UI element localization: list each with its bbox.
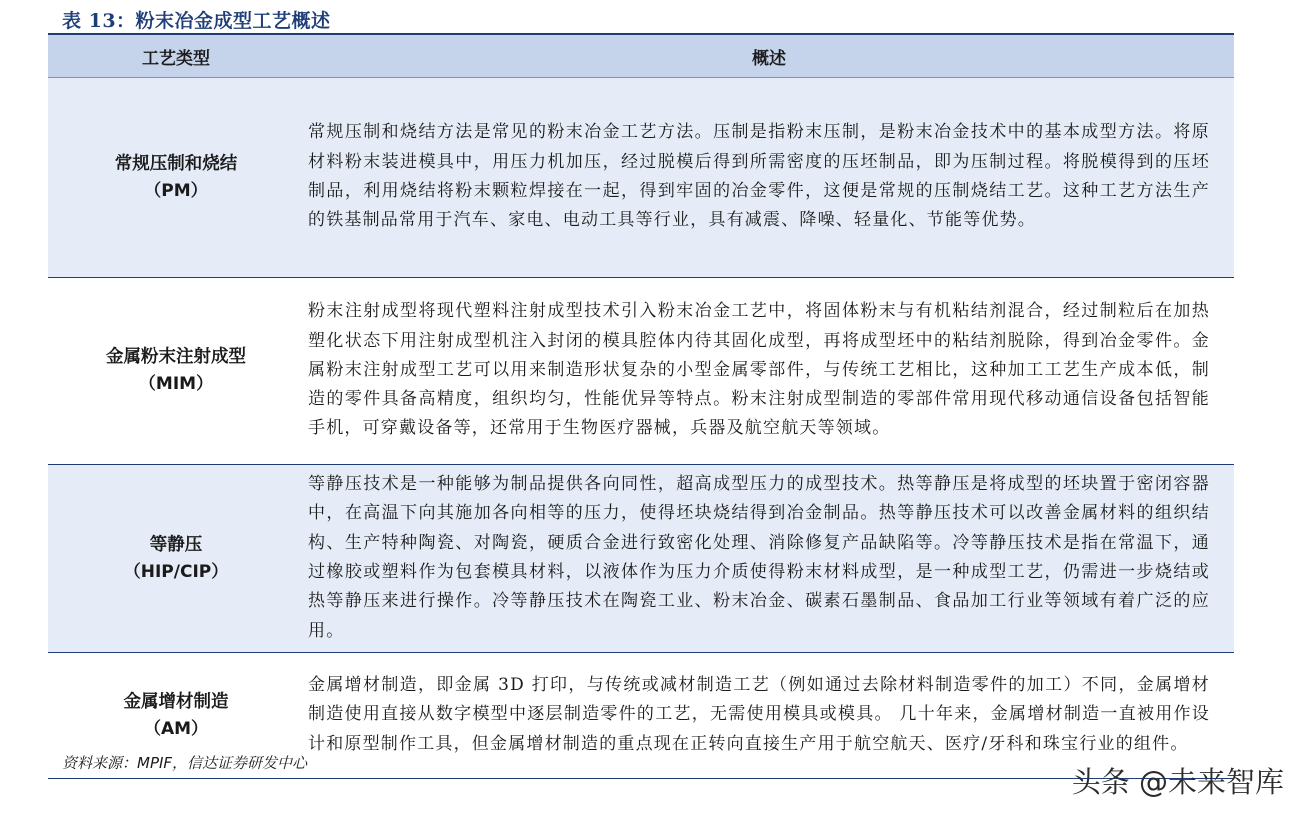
process-table — [48, 33, 1234, 779]
process-abbr: （MIM） — [138, 374, 214, 394]
header-row — [48, 34, 1234, 78]
header-overview: 概述 — [304, 34, 1234, 78]
process-type-cell — [48, 465, 304, 653]
table-header — [48, 34, 1234, 78]
process-name: 等静压 — [149, 534, 203, 555]
source-note: 资料来源：MPIF，信达证券研发中心 — [62, 754, 308, 772]
table-body — [48, 78, 1234, 779]
process-abbr: （HIP/CIP） — [123, 561, 229, 582]
watermark: 头条 @未来智库 — [1071, 765, 1284, 799]
table-row — [48, 78, 1234, 278]
process-table-container — [48, 33, 1234, 779]
process-description: 等静压技术是一种能够为制品提供各向同性，超高成型压力的成型技术。热等静压是将成型的坯块置于密闭容器中，在高温下向其施加各向相等的压力，使得坯块烧结得到冶金制品。热等静压技术可以改善金属材料的组织结构、生产特种陶瓷、对陶瓷，硬质合金进行致密化处理、消除修复产品缺陷等。冷等静压技术是指在常温下，通过橡胶或塑料作为包套模具材料，以液体作为压力介质使得粉末材料成型，是一种成型工艺，仍需进一步烧结或热等静压来进行操作。冷等静压技术在陶瓷工业、粉末冶金、碳素石墨制品、食品加工行业等领域有着广泛的应用。 — [304, 465, 1234, 653]
process-type-cell — [48, 278, 304, 465]
table-row — [48, 278, 1234, 465]
process-description: 粉末注射成型将现代塑料注射成型技术引入粉末冶金工艺中，将固体粉末与有机粘结剂混合，经过制粒后在加热塑化状态下用注射成型机注入封闭的模具腔体内待其固化成型，再将成型坯中的粘结剂脱除，得到冶金零件。金属粉末注射成型工艺可以用来制造形状复杂的小型金属零部件，与传统工艺相比，这种加工工艺生产成本低，制造的零件具备高精度，组织均匀，性能优异等特点。粉末注射成型制造的零部件常用现代移动通信设备包括智能手机，可穿戴设备等，还常用于生物医疗器械，兵器及航空航天等领域。 — [304, 278, 1234, 465]
process-name: 金属粉末注射成型 — [106, 347, 246, 367]
process-description: 常规压制和烧结方法是常见的粉末冶金工艺方法。压制是指粉末压制，是粉末冶金技术中的基本成型方法。将原材料粉末装进模具中，用压力机加压，经过脱模后得到所需密度的压坯制品，即为压制过程。将脱模得到的压坯制品，利用烧结将粉末颗粒焊接在一起，得到牢固的冶金零件，这便是常规的压制烧结工艺。这种工艺方法生产的铁基制品常用于汽车、家电、电动工具等行业，具有减震、降噪、轻量化、节能等优势。 — [304, 78, 1234, 278]
process-name: 常规压制和烧结 — [114, 153, 238, 174]
process-type-cell — [48, 78, 304, 278]
table-title: 表 13：粉末冶金成型工艺概述 — [62, 10, 331, 32]
process-name: 金属增材制造 — [123, 691, 229, 712]
process-description: 金属增材制造，即金属 3D 打印，与传统或减材制造工艺（例如通过去除材料制造零件的加工）不同，金属增材制造使用直接从数字模型中逐层制造零件的工艺，无需使用模具或模具。 几十年来，金属增材制造一直被用作设计和原型制作工具，但金属增材制造的重点现在正转向直接生产用于航空航天、医疗/牙科和珠宝行业的组件。 — [304, 653, 1234, 779]
table-row — [48, 465, 1234, 653]
process-abbr: （AM） — [143, 718, 209, 739]
header-process-type: 工艺类型 — [48, 34, 304, 78]
process-abbr: （PM） — [144, 180, 208, 201]
